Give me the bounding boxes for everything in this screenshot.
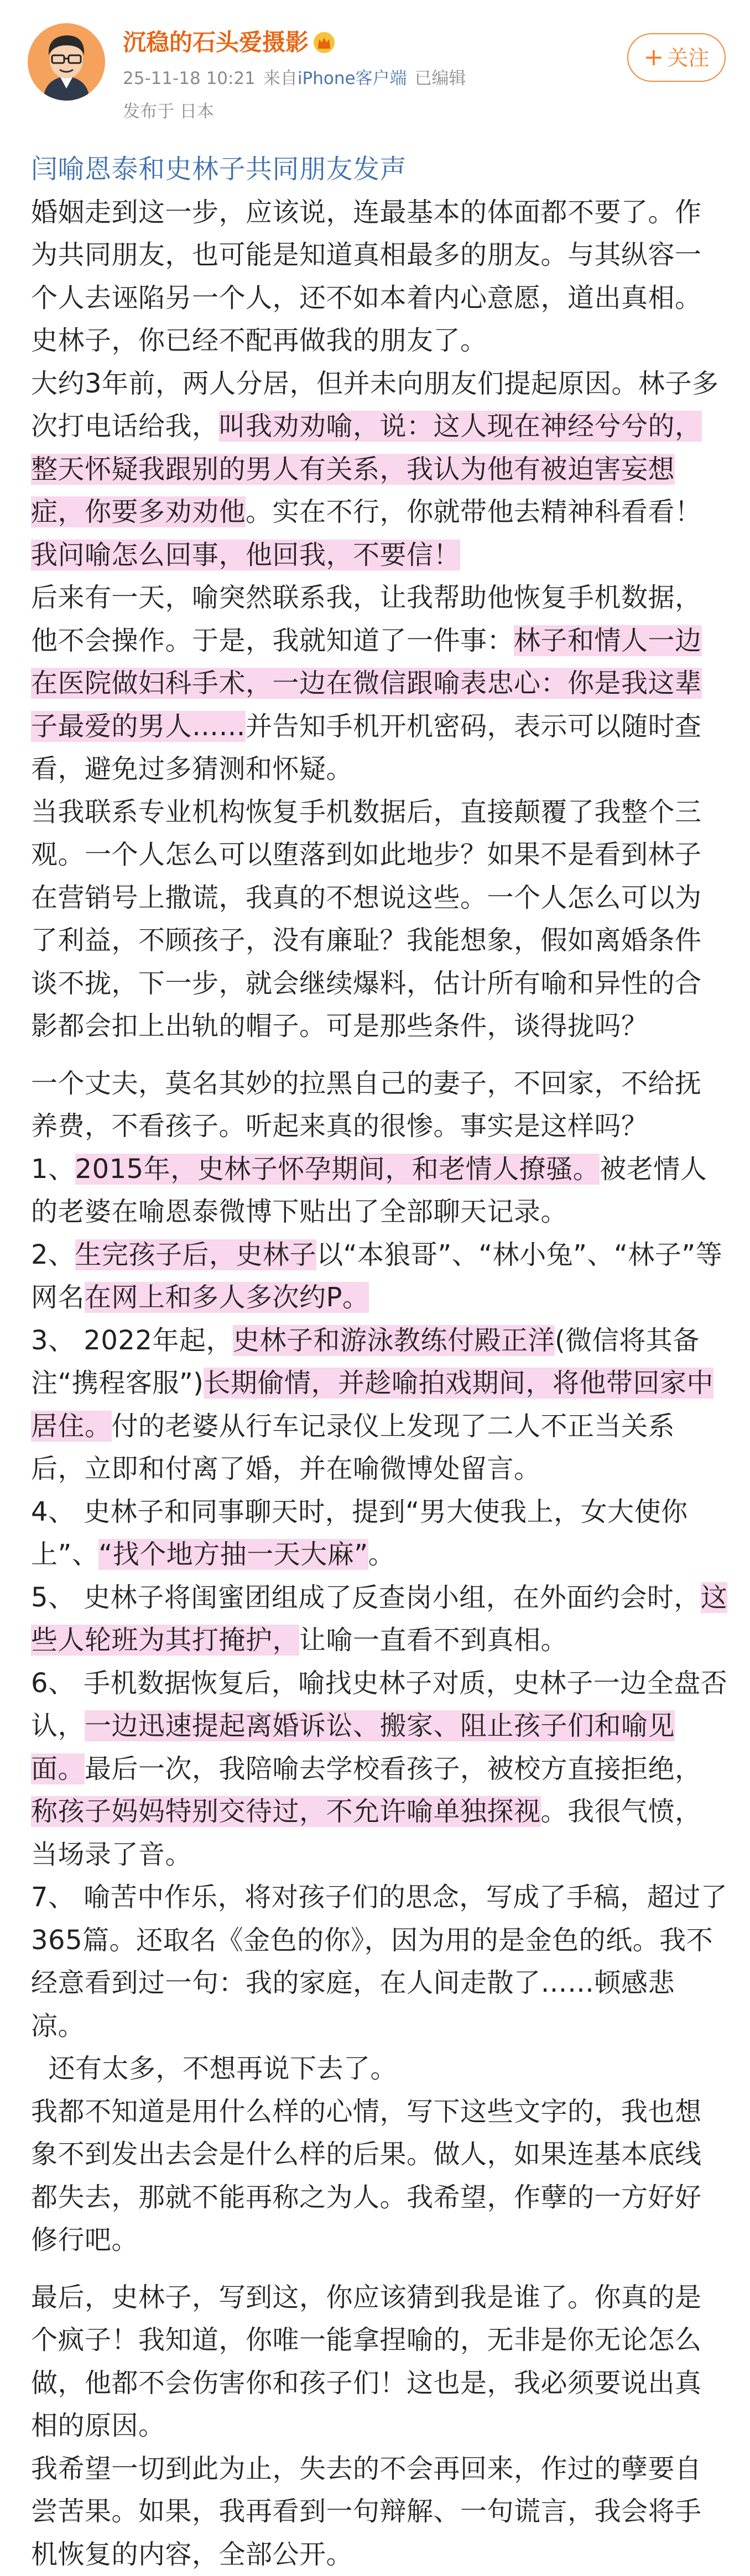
- highlighted-text: 一边迅速提起离婚诉讼、搬家、阻止孩子们和喻见面。: [31, 1710, 675, 1784]
- text-segment: 我希望一切到此为止，失去的不会再回来，作过的孽要自尝苦果。如果，我再看到一句辩解、一句谎言，我会将手机恢复的内容，全部公开。: [31, 2453, 702, 2570]
- paragraph: [31, 320, 728, 363]
- paragraph: [31, 534, 728, 577]
- text-segment: 当我联系专业机构恢复手机数据后，直接颠覆了我整个三观。一个人怎么可以堕落到如此地步？如果不是看到林子在营销号上撒谎，我真的不想说这些。一个人怎么可以为了利益，不顾孩子，没有廉耻？我能想象，假如离婚条件谈不拢，下一步，就会继续爆料，估计所有喻和异性的合影都会扣上出轨的帽子。可是那些条件，谈得拢吗？: [31, 797, 702, 1042]
- follow-label: 关注: [667, 46, 709, 70]
- highlighted-text: 称孩子妈妈特别交待过，不允许喻单独探视: [31, 1796, 541, 1827]
- paragraph: [31, 363, 728, 534]
- highlighted-text: 林子和情人一边在医院做妇科手术，一边在微信跟喻表忠心：你是我这辈子最爱的男人……: [31, 625, 702, 742]
- paragraph: [31, 1662, 728, 1877]
- text-segment: 我都不知道是用什么样的心情，写下这些文字的，我也想象不到发出去会是什么样的后果。做人，如果连基本底线都失去，那就不能再称之为人。我希望，作孽的一方好好修行吧。: [31, 2096, 702, 2256]
- paragraph: [31, 1062, 728, 1148]
- text-segment: 3、 2022年起，: [31, 1325, 233, 1356]
- edited-label[interactable]: 已编辑: [415, 69, 466, 88]
- text-segment: 。: [368, 1539, 395, 1570]
- post-meta: [123, 66, 466, 91]
- paragraph: [31, 577, 728, 791]
- paragraph: [31, 2048, 728, 2091]
- text-segment: 付的老婆从行车记录仪上发现了二人不正当关系后，立即和付离了婚，并在喻微博处留言。: [31, 1411, 675, 1485]
- text-segment: 后来有一天，喻突然联系我，让我帮助他恢复手机数据，他不会操作。于是，我就知道了一件事：: [31, 582, 702, 656]
- text-segment: 7、 喻苦中作乐，将对孩子们的思念，写成了手稿，超过了365篇。还取名《金色的你》，因为用的是金色的纸。我不经意看到过一句：我的家庭，在人间走散了……顿感悲凉。: [31, 1882, 727, 2041]
- text-segment: 最后一次，我陪喻去学校看孩子，被校方直接拒绝，: [85, 1753, 702, 1784]
- paragraph: [31, 1234, 728, 1320]
- client-prefix: 来自: [263, 69, 298, 88]
- text-segment: 史林子，你已经不配再做我的朋友了。: [31, 325, 487, 356]
- paragraph: [31, 191, 728, 320]
- post-timestamp: 25-11-18 10:21: [123, 69, 256, 88]
- highlighted-text: “找个地方抽一天大麻”: [98, 1539, 368, 1570]
- paragraph: [31, 1577, 728, 1662]
- text-segment: 让喻一直看不到真相。: [299, 1625, 567, 1656]
- paragraph: [31, 1148, 728, 1234]
- crown-badge-icon: [313, 32, 335, 54]
- plus-icon: +: [644, 43, 664, 71]
- paragraph-spacer: [31, 1048, 728, 1062]
- avatar-illustration-icon: [28, 23, 105, 101]
- text-segment: 最后，史林子，写到这，你应该猜到我是谁了。你真的是个疯子！我知道，你唯一能拿捏喻的，无非是你无论怎么做，他都不会伤害你和孩子们！这也是，我必须要说出真相的原因。: [31, 2282, 702, 2442]
- highlighted-text: 叫我劝劝喻，说：这人现在神经兮兮的，整天怀疑我跟别的男人有关系，我认为他有被迫害妄想症，你要多劝劝他: [31, 411, 702, 527]
- text-segment: 2、: [31, 1239, 75, 1270]
- text-segment: 5、 史林子将闺蜜团组成了反查岗小组，在外面约会时，: [31, 1582, 701, 1613]
- text-segment: 。我很气愤，当场录了音。: [31, 1796, 702, 1870]
- text-segment: 6、 手机数据恢复后，喻找史林子对质，史林子一边全盘否认，: [31, 1668, 727, 1742]
- author-name-line: [123, 27, 335, 59]
- post-header: [0, 0, 750, 149]
- client-link[interactable]: iPhone客户端: [298, 69, 407, 88]
- post-content: [31, 148, 728, 2576]
- paragraph: [31, 791, 728, 1048]
- paragraph: [31, 1320, 728, 1491]
- highlighted-text: 在网上和多人多次约P。: [85, 1282, 369, 1313]
- follow-button[interactable]: [627, 33, 726, 82]
- paragraph: [31, 2276, 728, 2448]
- text-segment: 并告知手机开机密码，表示可以随时查看，避免过多猜测和怀疑。: [31, 711, 702, 785]
- text-segment: 被老情人的老婆在喻恩泰微博下贴出了全部聊天记录。: [31, 1154, 707, 1228]
- paragraph: [31, 2448, 728, 2576]
- text-segment: 一个丈夫，莫名其妙的拉黑自己的妻子，不回家，不给抚养费，不看孩子。听起来真的很惨。事实是这样吗？: [31, 1068, 702, 1142]
- paragraph: [31, 1491, 728, 1577]
- text-segment: 1、: [31, 1154, 75, 1185]
- highlighted-text: 我问喻怎么回事，他回我，不要信！: [31, 540, 460, 570]
- topic-link[interactable]: 闫喻恩泰和史林子共同朋友发声: [31, 148, 728, 191]
- highlighted-text: 生完孩子后，史林子: [75, 1239, 317, 1270]
- avatar[interactable]: [28, 23, 105, 101]
- highlighted-text: 这些人轮班为其打掩护，: [31, 1582, 727, 1656]
- text-segment: 。实在不行，你就带他去精神科看看！: [246, 496, 702, 527]
- highlighted-text: 史林子和游泳教练付殿正洋: [233, 1325, 555, 1356]
- paragraph-spacer: [31, 2262, 728, 2276]
- highlighted-text: 长期偷情，并趁喻拍戏期间，将他带回家中居住。: [31, 1368, 713, 1442]
- text-segment: 以“本狼哥”、“林小兔”、“林子”等网名: [31, 1239, 722, 1313]
- author-name[interactable]: 沉稳的石头爱摄影: [123, 29, 309, 56]
- text-segment: 4、 史林子和同事聊天时，提到“男大使我上，女大使你上”、: [31, 1496, 688, 1570]
- text-segment: 还有太多，不想再说下去了。: [31, 2053, 397, 2084]
- text-segment: 婚姻走到这一步，应该说，连最基本的体面都不要了。作为共同朋友，也可能是知道真相最多的朋友。与其纵容一个人去诬陷另一个人，还不如本着内心意愿，道出真相。: [31, 197, 702, 313]
- paragraph: [31, 1876, 728, 2048]
- published-location: 发布于 日本: [123, 100, 214, 124]
- paragraph: [31, 2091, 728, 2262]
- highlighted-text: 2015年，史林子怀孕期间，和老情人撩骚。: [75, 1154, 600, 1185]
- text-segment: 大约3年前，两人分居，但并未向朋友们提起原因。林子多次打电话给我，: [31, 368, 719, 442]
- text-segment: (微信将其备注“携程客服”): [31, 1325, 700, 1399]
